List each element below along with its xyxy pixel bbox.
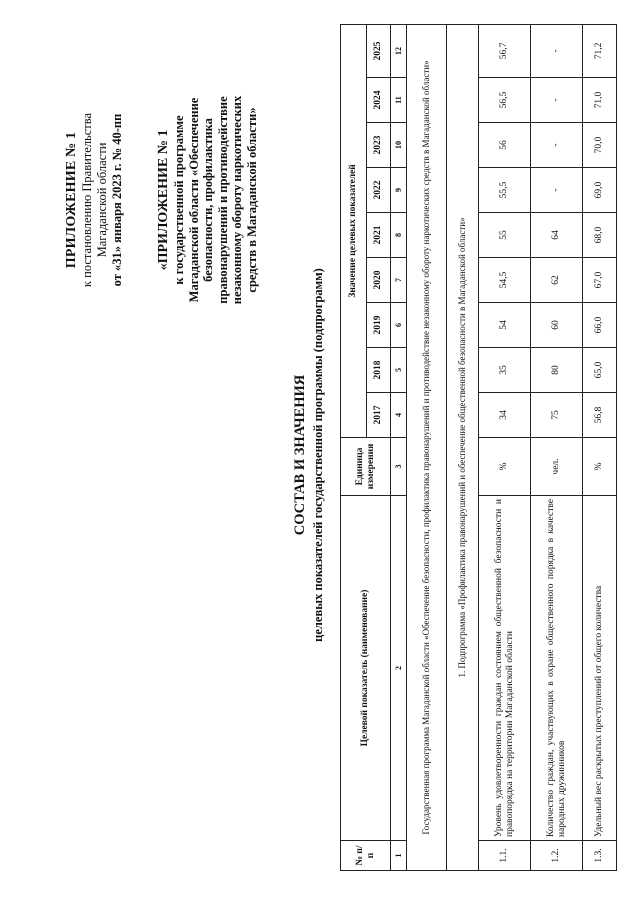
table-row	[531, 24, 583, 870]
value-cell: 75	[531, 393, 583, 438]
table-row	[583, 24, 617, 870]
value-cell: 56,7	[479, 24, 531, 77]
program-appendix-header	[156, 50, 259, 350]
program-appendix-line: незаконному обороту наркотических	[230, 95, 244, 305]
table-row	[479, 24, 531, 870]
value-cell: 56	[479, 123, 531, 168]
value-cell: 71,2	[583, 24, 617, 77]
col-number: 12	[391, 24, 407, 77]
value-cell: -	[531, 78, 583, 123]
col-number: 4	[391, 393, 407, 438]
program-appendix-line: правонарушений и противодействие	[215, 96, 230, 304]
appendix-line: Магаданской области	[95, 142, 109, 258]
indicator-name: Удельный вес раскрытых преступлений от общего количества	[583, 496, 617, 841]
value-cell: 62	[531, 258, 583, 303]
col-number: 1	[391, 841, 407, 871]
appendix-header	[64, 50, 125, 350]
col-header-num: № п/п	[341, 841, 391, 871]
col-header-year: 2019	[367, 303, 391, 348]
program-appendix-line: к государственной программе	[172, 115, 186, 285]
col-header-indicator: Целевой показатель (наименование)	[341, 496, 391, 841]
subprogram-row: 1. Подпрограмма «Профилактика правонарушений и обеспечение общественной безопасности в Магаданской области»	[447, 24, 479, 870]
value-cell: 56,5	[479, 78, 531, 123]
value-cell: 55	[479, 213, 531, 258]
col-header-unit: Единица измерения	[341, 438, 391, 496]
program-row: Государственная программа Магаданской области «Обеспечение безопасности, профилактика правонарушений и противодействие незаконному обороту наркотических средств в Магаданской области»	[407, 24, 447, 870]
document-title-sub: целевых показателей государственной программы (подпрограмм)	[311, 268, 325, 642]
program-appendix-title: «ПРИЛОЖЕНИЕ № 1	[156, 129, 171, 271]
appendix-date-line: от «31» января 2023 г. № 40-пп	[110, 113, 124, 287]
row-number: 1.3.	[583, 841, 617, 871]
col-header-year: 2025	[367, 24, 391, 77]
col-header-year: 2017	[367, 393, 391, 438]
value-cell: 54	[479, 303, 531, 348]
indicators-table	[340, 24, 617, 871]
document-title	[292, 155, 326, 755]
row-number: 1.2.	[531, 841, 583, 871]
col-number: 8	[391, 213, 407, 258]
col-number: 2	[391, 496, 407, 841]
col-number: 6	[391, 303, 407, 348]
indicator-name: Уровень удовлетворенности граждан состоянием общественной безопасности и правопорядка на территории Магаданской области	[479, 496, 531, 841]
unit-cell: %	[479, 438, 531, 496]
value-cell: 71,0	[583, 78, 617, 123]
value-cell: 69,0	[583, 168, 617, 213]
value-cell: 34	[479, 393, 531, 438]
value-cell: 65,0	[583, 348, 617, 393]
value-cell: 70,0	[583, 123, 617, 168]
value-cell: 55,5	[479, 168, 531, 213]
value-cell: -	[531, 168, 583, 213]
unit-cell: %	[583, 438, 617, 496]
value-cell: -	[531, 24, 583, 77]
col-number: 7	[391, 258, 407, 303]
value-cell: 80	[531, 348, 583, 393]
col-header-values: Значение целевых показателей	[341, 24, 367, 437]
indicator-name: Количество граждан, участвующих в охране общественного порядка в качестве народных дружинников	[531, 496, 583, 841]
program-appendix-line: Магаданской области «Обеспечение	[186, 97, 201, 303]
unit-cell: чел.	[531, 438, 583, 496]
value-cell: -	[531, 123, 583, 168]
col-number: 3	[391, 438, 407, 496]
program-appendix-line: безопасности, профилактика	[201, 118, 215, 282]
col-header-year: 2018	[367, 348, 391, 393]
row-number: 1.1.	[479, 841, 531, 871]
value-cell: 56,8	[583, 393, 617, 438]
col-header-year: 2023	[367, 123, 391, 168]
value-cell: 64	[531, 213, 583, 258]
value-cell: 35	[479, 348, 531, 393]
value-cell: 66,0	[583, 303, 617, 348]
col-header-year: 2024	[367, 78, 391, 123]
value-cell: 60	[531, 303, 583, 348]
program-appendix-line: средств в Магаданской области»	[244, 107, 259, 293]
col-header-year: 2021	[367, 213, 391, 258]
appendix-line: к постановлению Правительства	[80, 112, 94, 288]
value-cell: 54,5	[479, 258, 531, 303]
appendix-title: ПРИЛОЖЕНИЕ № 1	[64, 131, 79, 269]
document-title-main: СОСТАВ И ЗНАЧЕНИЯ	[292, 374, 308, 536]
col-number: 11	[391, 78, 407, 123]
value-cell: 68,0	[583, 213, 617, 258]
value-cell: 67,0	[583, 258, 617, 303]
col-number: 9	[391, 168, 407, 213]
col-header-year: 2022	[367, 168, 391, 213]
col-header-year: 2020	[367, 258, 391, 303]
col-number: 10	[391, 123, 407, 168]
col-number: 5	[391, 348, 407, 393]
